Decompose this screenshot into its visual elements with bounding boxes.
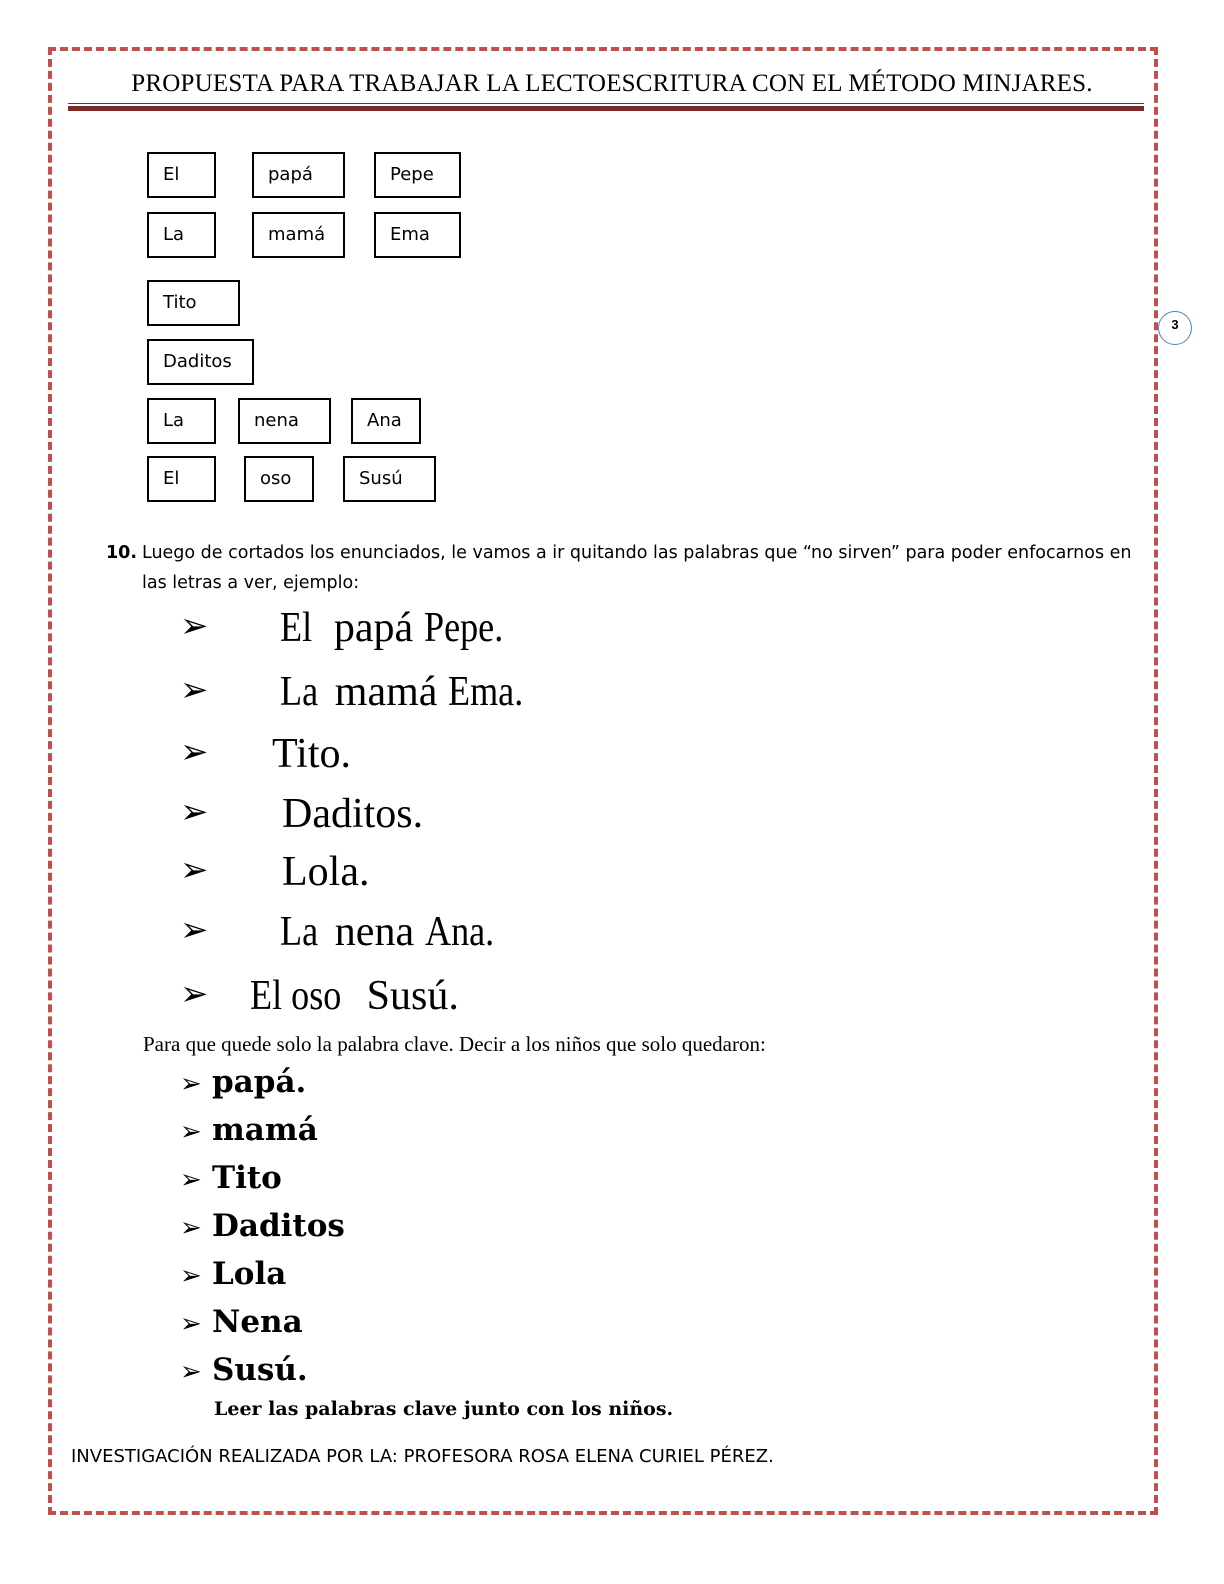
- arrow-bullet-icon: ➢: [180, 1117, 202, 1147]
- keyword-item: [180, 1208, 345, 1248]
- step-text: Luego de cortados los enunciados, le vamos a ir quitando las palabras que “no sirven” para poder enfocarnos en las letras a ver, ejemplo:: [142, 543, 1132, 593]
- keyword-item: [180, 1304, 303, 1344]
- arrow-bullet-icon: ➢: [180, 1261, 202, 1291]
- sentence-prefix: El: [280, 605, 313, 651]
- sentence-suffix: Ana.: [424, 909, 494, 955]
- sentence-prefix: La: [280, 909, 319, 955]
- sentence-suffix: Ema.: [447, 669, 524, 715]
- arrow-bullet-icon: ➢: [180, 910, 209, 950]
- arrow-bullet-icon: ➢: [180, 732, 209, 772]
- arrow-bullet-icon: ➢: [180, 670, 209, 710]
- sentence-text: [280, 908, 505, 956]
- sentence-middle: Tito.: [272, 731, 352, 777]
- sentence-text: [282, 848, 369, 896]
- word-card: El: [147, 152, 216, 198]
- keyword-text: papá.: [212, 1064, 307, 1100]
- step-number: 10.: [106, 543, 138, 563]
- step-instruction: [106, 538, 1146, 598]
- sentence-middle: Lola.: [282, 849, 370, 895]
- page-number-badge: 3: [1158, 311, 1192, 345]
- sentence-item: [180, 974, 220, 1014]
- keyword-item: [180, 1256, 286, 1296]
- sentence-prefix: El oso: [250, 973, 342, 1019]
- sentence-suffix: Pepe.: [423, 605, 503, 651]
- footer-author: INVESTIGACIÓN REALIZADA POR LA: PROFESORA ROSA ELENA CURIEL PÉREZ.: [71, 1446, 774, 1467]
- keyword-text: Susú.: [212, 1352, 308, 1388]
- keyword-text: mamá: [212, 1112, 318, 1148]
- word-card: nena: [238, 398, 331, 444]
- arrow-bullet-icon: ➢: [180, 974, 209, 1014]
- word-card: La: [147, 212, 216, 258]
- word-card: Pepe: [374, 152, 461, 198]
- word-card: Susú: [343, 456, 436, 502]
- sentence-middle: nena: [334, 909, 415, 955]
- sentence-text: [280, 668, 535, 716]
- header-divider-thin: [68, 103, 1144, 104]
- word-card: oso: [244, 456, 314, 502]
- sentence-middle: papá: [333, 605, 414, 651]
- sentence-item: [180, 732, 220, 772]
- sentence-item: [180, 910, 220, 950]
- instruction-paragraph: Para que quede solo la palabra clave. Decir a los niños que solo quedaron:: [143, 1032, 766, 1056]
- page-title: PROPUESTA PARA TRABAJAR LA LECTOESCRITURA CON EL MÉTODO MINJARES.: [131, 70, 1093, 97]
- word-card: La: [147, 398, 216, 444]
- keyword-item: [180, 1352, 308, 1392]
- keyword-item: [180, 1064, 306, 1104]
- sentence-text: [272, 730, 351, 778]
- sentence-item: [180, 792, 220, 832]
- word-card: El: [147, 456, 216, 502]
- sentence-middle: mamá: [334, 669, 438, 715]
- keyword-item: [180, 1112, 318, 1152]
- keyword-text: Tito: [212, 1160, 282, 1196]
- arrow-bullet-icon: ➢: [180, 850, 209, 890]
- keyword-text: Daditos: [212, 1208, 345, 1244]
- sentence-text: [282, 790, 423, 838]
- arrow-bullet-icon: ➢: [180, 1357, 202, 1387]
- header-divider: [68, 106, 1144, 111]
- word-card: Ema: [374, 212, 461, 258]
- sentence-middle: Daditos.: [282, 791, 424, 837]
- arrow-bullet-icon: ➢: [180, 606, 209, 646]
- arrow-bullet-icon: ➢: [180, 792, 209, 832]
- sentence-item: [180, 606, 220, 646]
- sentence-text: [250, 972, 459, 1020]
- arrow-bullet-icon: ➢: [180, 1165, 202, 1195]
- keyword-text: Lola: [212, 1256, 287, 1292]
- arrow-bullet-icon: ➢: [180, 1069, 202, 1099]
- sentence-middle: Susú.: [366, 973, 459, 1019]
- word-card: papá: [252, 152, 345, 198]
- keyword-text: Nena: [212, 1304, 303, 1340]
- arrow-bullet-icon: ➢: [180, 1309, 202, 1339]
- arrow-bullet-icon: ➢: [180, 1213, 202, 1243]
- keyword-item: [180, 1160, 282, 1200]
- sentence-text: [280, 604, 516, 652]
- sentence-prefix: La: [280, 669, 319, 715]
- word-card: mamá: [252, 212, 345, 258]
- sentence-item: [180, 670, 220, 710]
- word-card: Ana: [351, 398, 421, 444]
- closing-instruction: Leer las palabras clave junto con los niños.: [214, 1398, 674, 1420]
- word-card: Tito: [147, 280, 240, 326]
- sentence-item: [180, 850, 220, 890]
- word-card: Daditos: [147, 339, 254, 385]
